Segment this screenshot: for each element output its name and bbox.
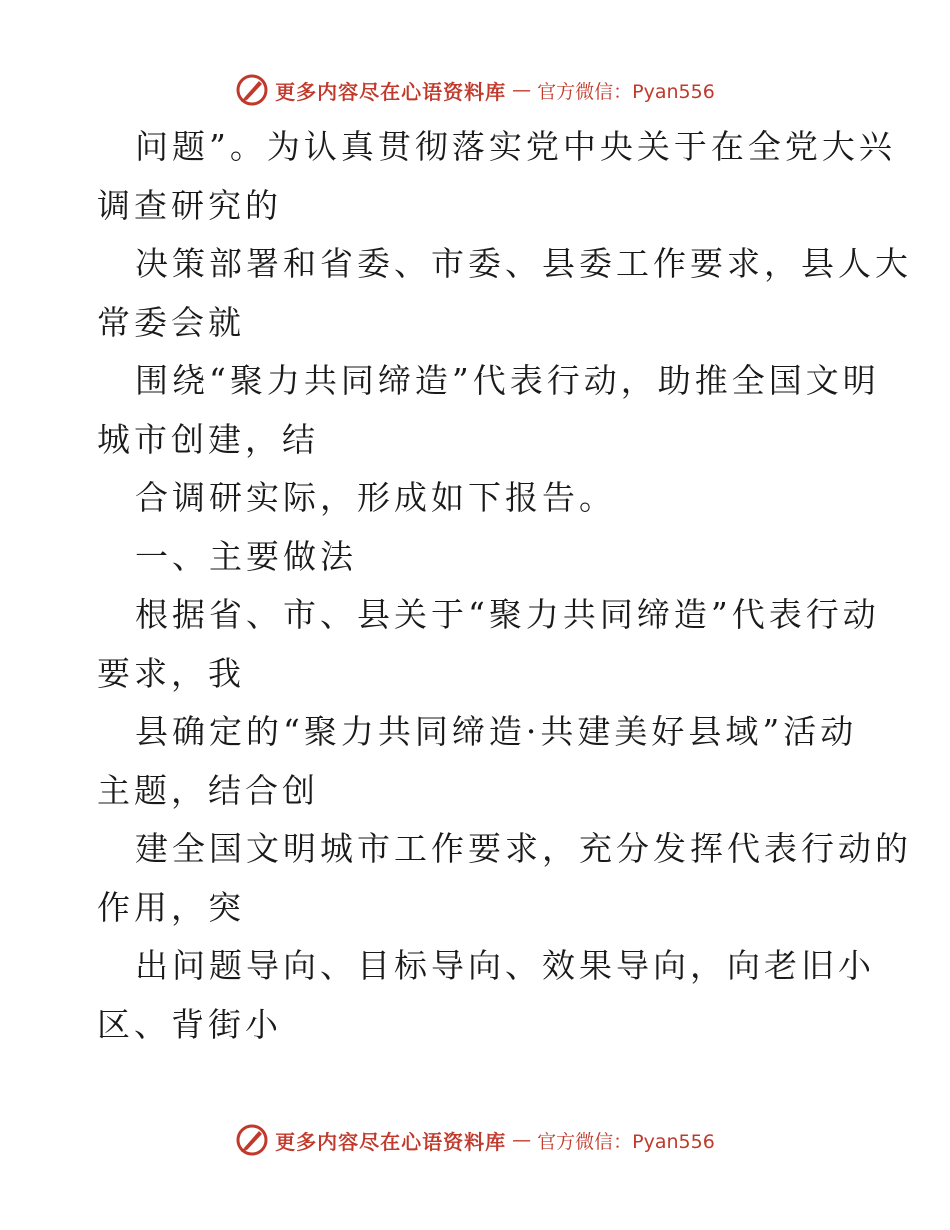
quill-logo-icon — [235, 1123, 269, 1157]
text-line: 作用，突 — [97, 887, 245, 927]
header-watermark — [0, 70, 950, 110]
document-body — [97, 118, 912, 1054]
watermark-brand: 更多内容尽在心语资料库 — [275, 1129, 507, 1154]
watermark-separator: — — [512, 1129, 532, 1151]
watermark-brand: 更多内容尽在心语资料库 — [275, 79, 507, 104]
text-line: 一、主要做法 — [135, 536, 357, 576]
text-line: 合调研实际，形成如下报告。 — [135, 478, 616, 517]
quill-logo-icon — [235, 73, 269, 107]
text-line: 问题”。为认真贯彻落实党中央关于在全党大兴 — [135, 127, 896, 166]
text-line: 常委会就 — [97, 302, 245, 342]
watermark-separator: — — [512, 79, 532, 101]
text-line: 围绕“聚力共同缔造”代表行动，助推全国文明 — [135, 361, 880, 400]
footer-watermark — [0, 1120, 950, 1160]
text-line: 建全国文明城市工作要求，充分发挥代表行动的 — [135, 829, 912, 868]
text-line: 根据省、市、县关于“聚力共同缔造”代表行动 — [135, 595, 880, 634]
text-line: 县确定的“聚力共同缔造·共建美好县域”活动 — [135, 712, 858, 751]
text-line: 出问题导向、目标导向、效果导向，向老旧小 — [135, 946, 875, 985]
text-line: 主题，结合创 — [97, 770, 319, 810]
watermark-contact: 官方微信：Pyan556 — [537, 80, 715, 103]
text-line: 要求，我 — [97, 653, 245, 693]
text-line: 城市创建，结 — [97, 419, 319, 459]
watermark-contact: 官方微信：Pyan556 — [537, 1130, 715, 1153]
text-line: 区、背街小 — [97, 1004, 282, 1044]
text-line: 决策部署和省委、市委、县委工作要求，县人大 — [135, 244, 912, 283]
text-line: 调查研究的 — [97, 185, 282, 225]
